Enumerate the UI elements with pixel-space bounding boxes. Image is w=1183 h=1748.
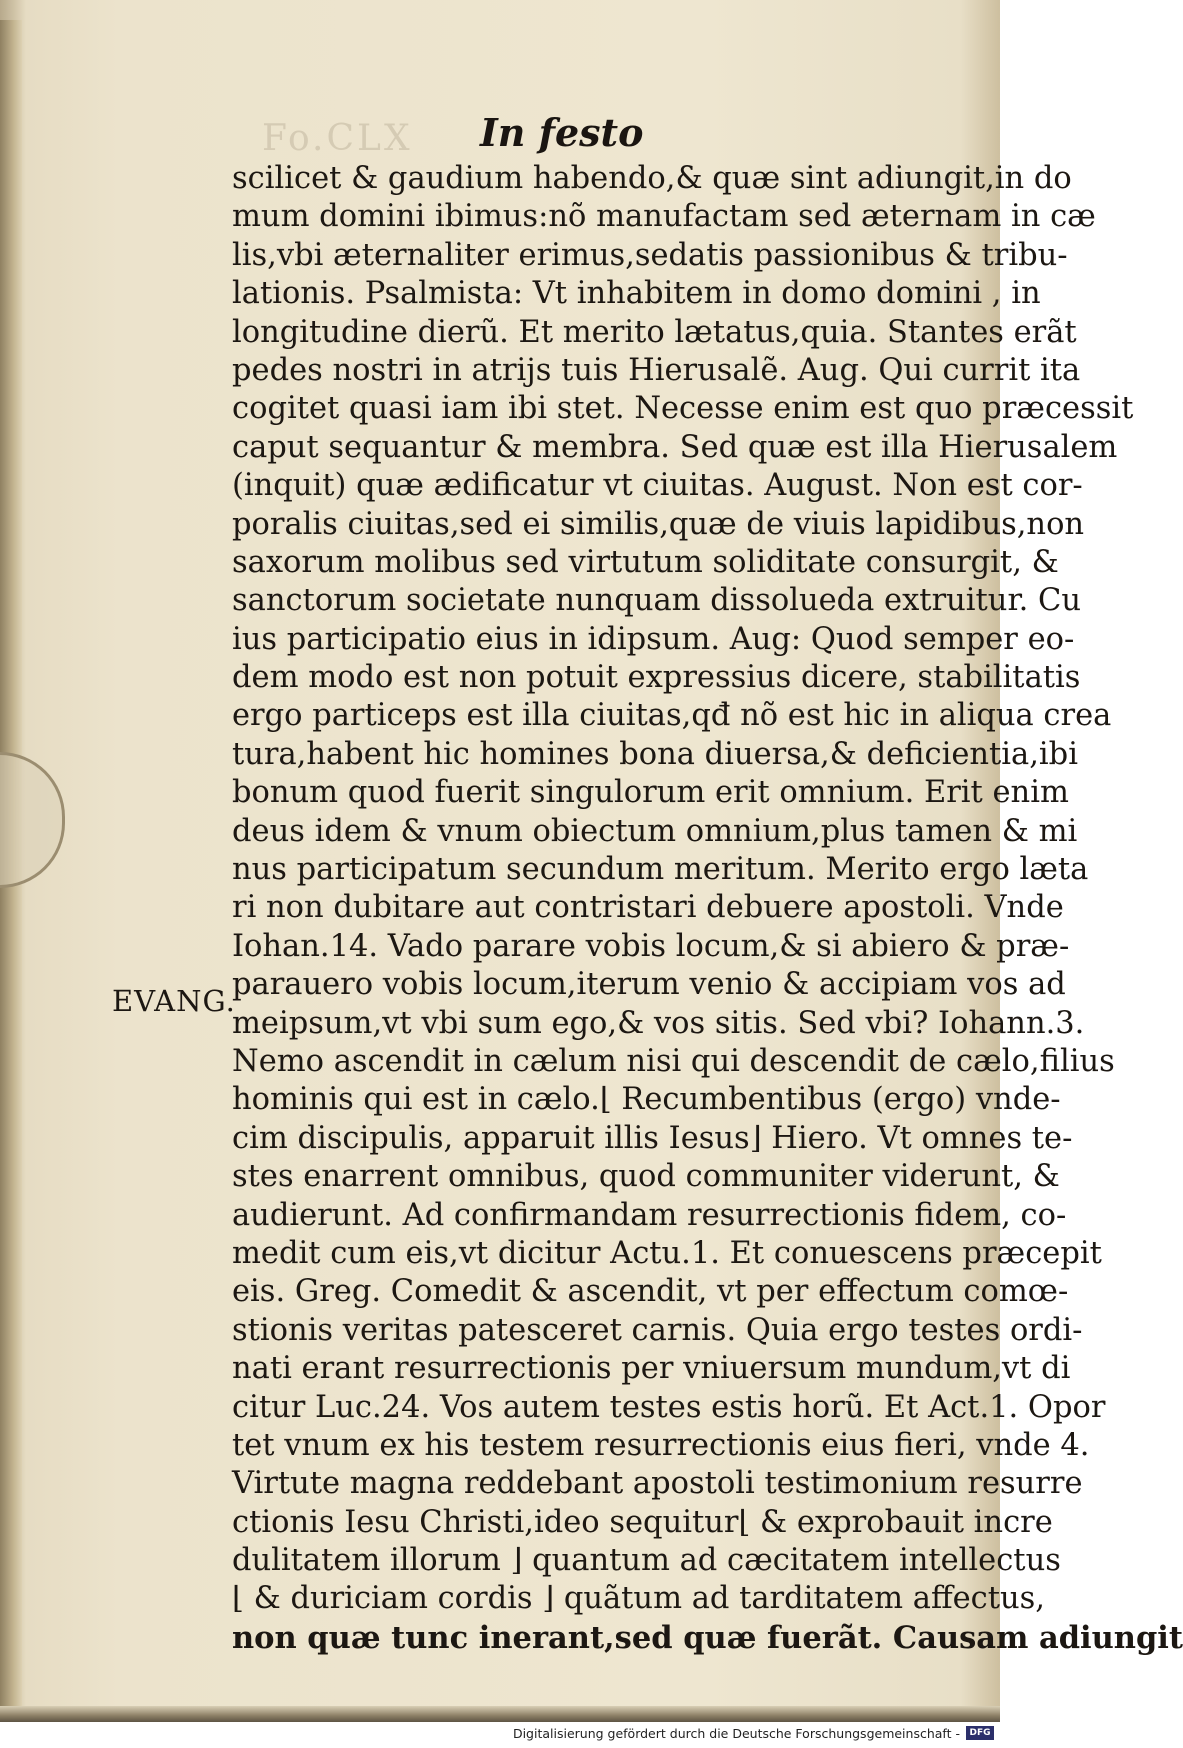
text-block: [232, 160, 1183, 1657]
text-line: eis. Greg. Comedit & ascendit, vt per effectum comœ-: [232, 1274, 1069, 1310]
text-line: tet vnum ex his testem resurrectionis eius fieri, vnde 4.: [232, 1427, 1090, 1463]
text-line: sanctorum societate nunquam dissolueda extruitur. Cu: [232, 583, 1082, 619]
text-line: ctionis Iesu Christi,ideo sequitur⌊ & exprobauit incre: [232, 1504, 1053, 1540]
text-line: longitudine dierũ. Et merito lætatus,quia. Stantes erãt: [232, 314, 1077, 350]
page-edge-bottom: [0, 1706, 1000, 1722]
text-line: lis,vbi æternaliter erimus,sedatis passionibus & tribu-: [232, 237, 1068, 273]
text-line: ergo particeps est illa ciuitas,qđ nõ est hic in aliqua crea: [232, 698, 1112, 734]
text-line: (inquit) quæ ædificatur vt ciuitas. August. Non est cor-: [232, 468, 1083, 504]
text-line: hominis qui est in cælo.⌊ Recumbentibus (ergo) vnde-: [232, 1082, 1061, 1118]
text-line: stes enarrent omnibus, quod communiter viderunt, &: [232, 1159, 1060, 1195]
text-line: pedes nostri in atrijs tuis Hierusalẽ. Aug. Qui currit ita: [232, 352, 1081, 388]
text-line: mum domini ibimus:nõ manufactam sed æternam in cæ: [232, 199, 1096, 235]
text-line: ri non dubitare aut contristari debuere apostoli. Vnde: [232, 890, 1064, 926]
text-line: cim discipulis, apparuit illis Iesus⌋ Hiero. Vt omnes te-: [232, 1120, 1073, 1156]
text-line: nus participatum secundum meritum. Merito ergo læta: [232, 852, 1089, 888]
text-line: non quæ tunc inerant,sed quæ fuerãt. Causam adiungit: [232, 1619, 1183, 1656]
text-line: dem modo est non potuit expressius dicere, stabilitatis: [232, 660, 1081, 696]
text-line: stionis veritas patesceret carnis. Quia ergo testes ordi-: [232, 1312, 1083, 1348]
text-line: saxorum molibus sed virtutum soliditate consurgit, &: [232, 544, 1059, 580]
text-line: Virtute magna reddebant apostoli testimonium resurre: [232, 1466, 1083, 1502]
margin-note: EVANG.: [112, 984, 236, 1018]
text-line: nati erant resurrectionis per vniuersum mundum,vt di: [232, 1351, 1071, 1387]
text-line: tura,habent hic homines bona diuersa,& deficientia,ibi: [232, 736, 1078, 772]
dfg-logo-icon: DFG: [966, 1726, 994, 1740]
bookmark-tab: [0, 752, 65, 888]
ghost-folio: Fo.CLX: [262, 118, 413, 159]
text-line: Nemo ascendit in cælum nisi qui descendit de cælo,filius: [232, 1043, 1115, 1079]
text-line: parauero vobis locum,iterum venio & accipiam vos ad: [232, 967, 1066, 1003]
text-line: caput sequantur & membra. Sed quæ est illa Hierusalem: [232, 429, 1118, 465]
text-line: citur Luc.24. Vos autem testes estis horũ. Et Act.1. Opor: [232, 1389, 1106, 1425]
text-line: dulitatem illorum ⌋ quantum ad cæcitatem intellectus: [232, 1543, 1061, 1579]
text-line: meipsum,vt vbi sum ego,& vos sitis. Sed vbi? Iohann.3.: [232, 1005, 1085, 1041]
text-line: poralis ciuitas,sed ei similis,quæ de viuis lapidibus,non: [232, 506, 1085, 542]
funding-credit: Digitalisierung gefördert durch die Deutsche Forschungsgemeinschaft -: [512, 1726, 960, 1741]
text-line: cogitet quasi iam ibi stet. Necesse enim est quo præcessit: [232, 391, 1134, 427]
text-line: scilicet & gaudium habendo,& quæ sint adiungit,in do: [232, 161, 1072, 196]
running-head: In festo: [480, 110, 644, 155]
text-line: bonum quod fuerit singulorum erit omnium. Erit enim: [232, 775, 1069, 811]
text-line: lationis. Psalmista: Vt inhabitem in domo domini , in: [232, 276, 1041, 312]
text-line: ⌊ & duriciam cordis ⌋ quãtum ad tarditatem affectus,: [232, 1581, 1045, 1617]
text-line: audierunt. Ad confirmandam resurrectionis fidem, co-: [232, 1197, 1067, 1233]
text-line: ius participatio eius in idipsum. Aug: Quod semper eo-: [232, 621, 1075, 657]
text-line: deus idem & vnum obiectum omnium,plus tamen & mi: [232, 813, 1078, 849]
text-line: Iohan.14. Vado parare vobis locum,& si abiero & præ-: [232, 928, 1070, 964]
text-line: medit cum eis,vt dicitur Actu.1. Et conuescens præcepit: [232, 1235, 1102, 1271]
